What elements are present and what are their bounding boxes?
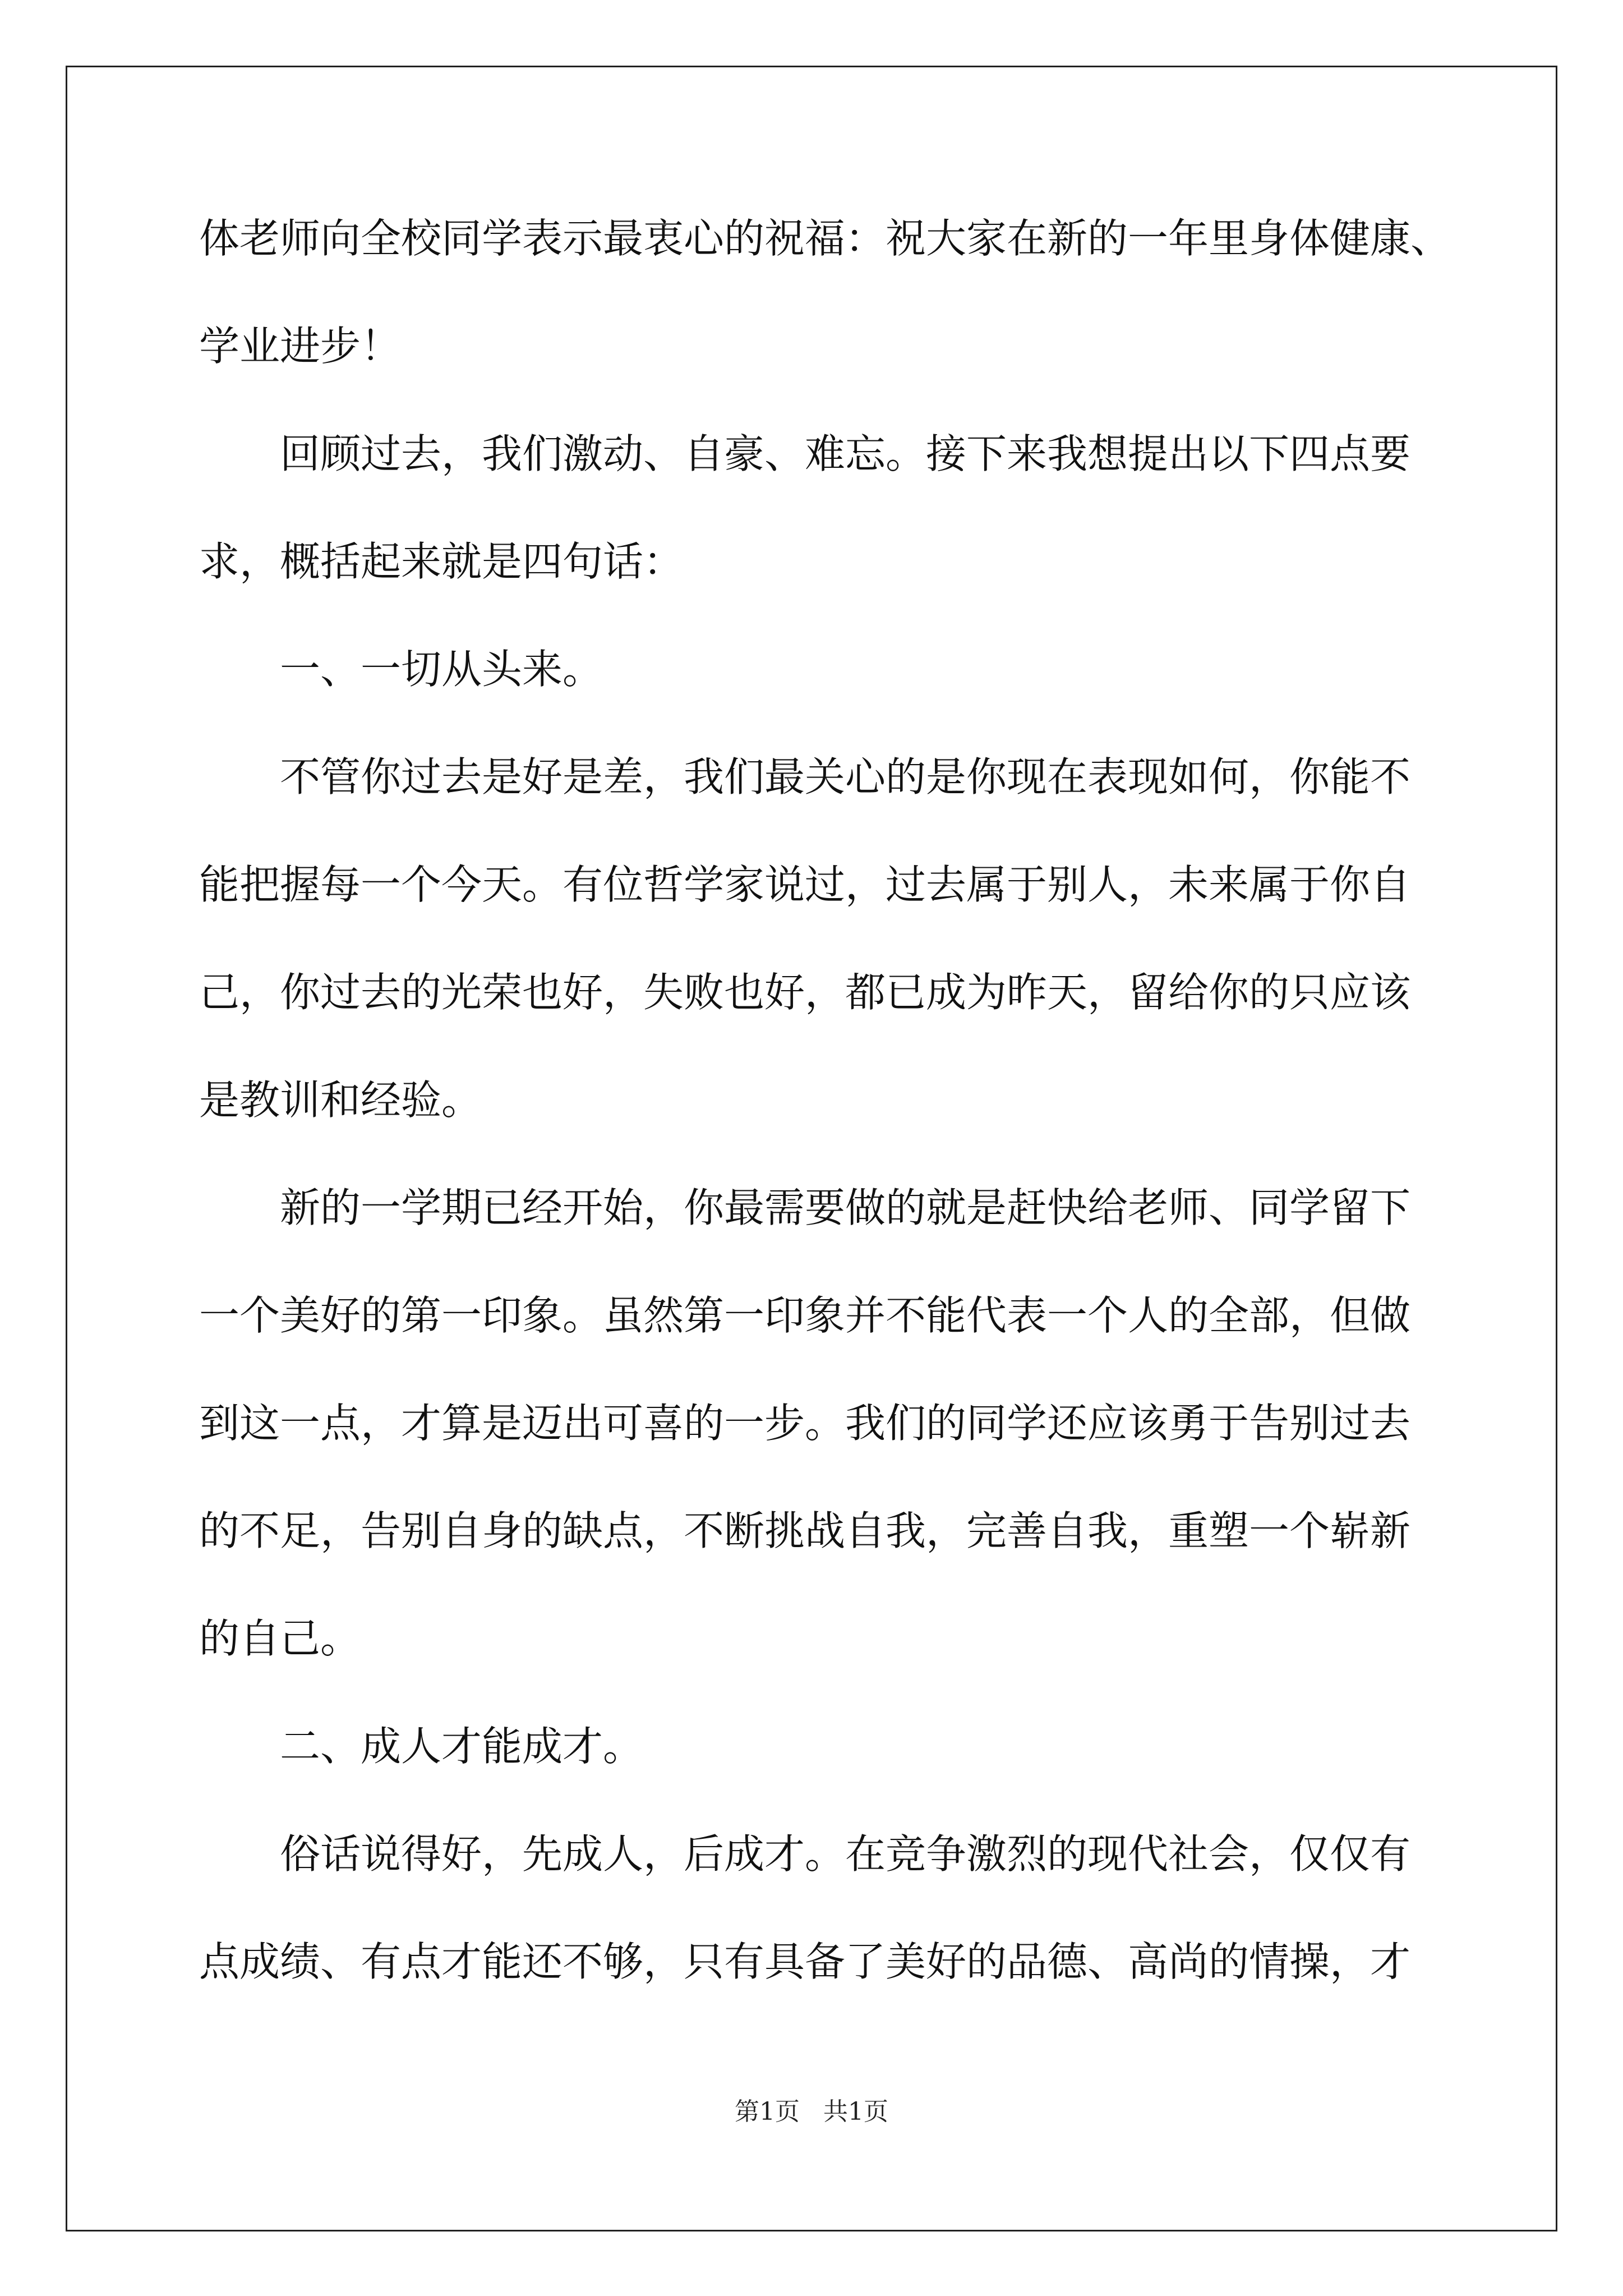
text-line: 求，概括起来就是四句话： xyxy=(199,538,684,585)
text-line: 学业进步！ xyxy=(199,323,402,370)
section-heading-1: 一、一切从头来。 xyxy=(280,646,603,693)
page-border xyxy=(66,66,1557,2231)
text-line: 一个美好的第一印象。虽然第一印象并不能代表一个人的全部，但做 xyxy=(199,1292,1411,1339)
text-line: 的不足，告别自身的缺点，不断挑战自我，完善自我，重塑一个崭新 xyxy=(199,1507,1411,1554)
page-footer: 第1页 共1页 xyxy=(735,2097,888,2126)
text-line: 己，你过去的光荣也好，失败也好，都已成为昨天，留给你的只应该 xyxy=(199,969,1411,1016)
text-line: 的自己。 xyxy=(199,1615,361,1662)
text-line: 能把握每一个今天。有位哲学家说过，过去属于别人，未来属于你自 xyxy=(199,861,1411,908)
text-line: 点成绩、有点才能还不够，只有具备了美好的品德、高尚的情操，才 xyxy=(199,1938,1411,1985)
paragraph-start-line: 新的一学期已经开始，你最需要做的就是赶快给老师、同学留下 xyxy=(280,1184,1411,1231)
text-line: 体老师向全校同学表示最衷心的祝福：祝大家在新的一年里身体健康、 xyxy=(199,215,1451,262)
section-heading-2: 二、成人才能成才。 xyxy=(280,1723,644,1770)
text-line: 到这一点，才算是迈出可喜的一步。我们的同学还应该勇于告别过去 xyxy=(199,1400,1411,1447)
paragraph-start-line: 回顾过去，我们激动、自豪、难忘。接下来我想提出以下四点要 xyxy=(280,430,1411,477)
text-line: 是教训和经验。 xyxy=(199,1076,482,1124)
paragraph-start-line: 俗话说得好，先成人，后成才。在竞争激烈的现代社会，仅仅有 xyxy=(280,1830,1411,1878)
paragraph-start-line: 不管你过去是好是差，我们最关心的是你现在表现如何，你能不 xyxy=(280,753,1411,800)
